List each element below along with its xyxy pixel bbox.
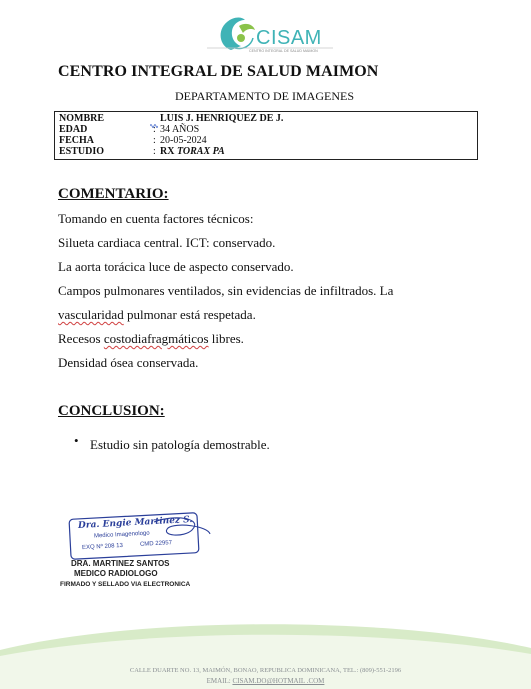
study-label: ESTUDIO xyxy=(59,146,105,157)
spellcheck-word: costodiafragmáticos xyxy=(103,331,209,346)
date-colon: : xyxy=(153,135,156,146)
stamp-name: Dra. Engie Martinez S. xyxy=(77,515,193,531)
footer-email-line xyxy=(0,677,531,685)
doctor-name: DRA. MARTINEZ SANTOS xyxy=(71,559,170,568)
comment-text: libres. xyxy=(208,331,244,346)
comment-line: Silueta cardiaca central. ICT: conservado. xyxy=(58,235,276,250)
study-name xyxy=(160,146,225,158)
stamp-cmd: CMD 22957 xyxy=(139,540,173,548)
logo-subtitle: CENTRO INTEGRAL DE SALUD MAIMON xyxy=(249,49,318,53)
spellcheck-word: vascularidad xyxy=(58,307,124,322)
comment-text: pulmonar está respetada. xyxy=(123,307,256,322)
study-date: 20-05-2024 xyxy=(160,135,207,146)
signature-note: FIRMADO Y SELLADO VIA ELECTRONICA xyxy=(60,581,191,588)
study-type: TORAX PA xyxy=(176,146,225,157)
comment-line: Densidad ósea conservada. xyxy=(58,355,199,370)
comment-line xyxy=(58,307,256,323)
date-label: FECHA xyxy=(59,135,94,146)
conclusion-title: CONCLUSION: xyxy=(58,403,165,419)
signature-stamp xyxy=(64,508,214,564)
name-label: NOMBRE xyxy=(59,113,104,124)
email-link[interactable]: CISAM.DO@HOTMAIL .COM xyxy=(232,677,325,685)
bullet-icon: • xyxy=(74,433,79,448)
age-label: EDAD xyxy=(59,124,88,135)
comment-line: Campos pulmonares ventilados, sin evidencias de infiltrados. La xyxy=(58,283,394,298)
footer-address: CALLE DUARTE NO. 13, MAIMÓN, BONAO, REPUBLICA DOMINICANA, TEL.: (809)-551-2196 xyxy=(129,667,402,674)
stamp-exq: EXQ Nº 208 13 xyxy=(81,542,124,552)
cisam-logo xyxy=(205,8,335,56)
conclusion-item: Estudio sin patología demostrable. xyxy=(90,437,270,452)
comment-line: Tomando en cuenta factores técnicos: xyxy=(58,211,254,226)
doctor-role: MEDICO RADIOLOGO xyxy=(74,569,158,578)
comment-line xyxy=(58,331,244,347)
study-colon: : xyxy=(153,146,156,157)
patient-info-box xyxy=(54,111,478,160)
comentario-title: COMENTARIO: xyxy=(58,186,169,202)
comment-line: La aorta torácica luce de aspecto conservado. xyxy=(58,259,294,274)
logo-wordmark: CISAM xyxy=(256,27,322,49)
age-colon: : xyxy=(153,124,156,135)
comment-text: Recesos xyxy=(58,331,104,346)
stamp-role: Medico Imagenologo xyxy=(93,530,150,540)
patient-age: 34 AÑOS xyxy=(160,124,200,135)
study-prefix: RX xyxy=(160,146,175,157)
email-label: EMAIL: xyxy=(206,677,231,685)
clinic-title: CENTRO INTEGRAL DE SALUD MAIMON xyxy=(58,63,379,80)
patient-name: LUIS J. HENRIQUEZ DE J. xyxy=(160,113,284,124)
department-title: DEPARTAMENTO DE IMAGENES xyxy=(175,89,354,103)
